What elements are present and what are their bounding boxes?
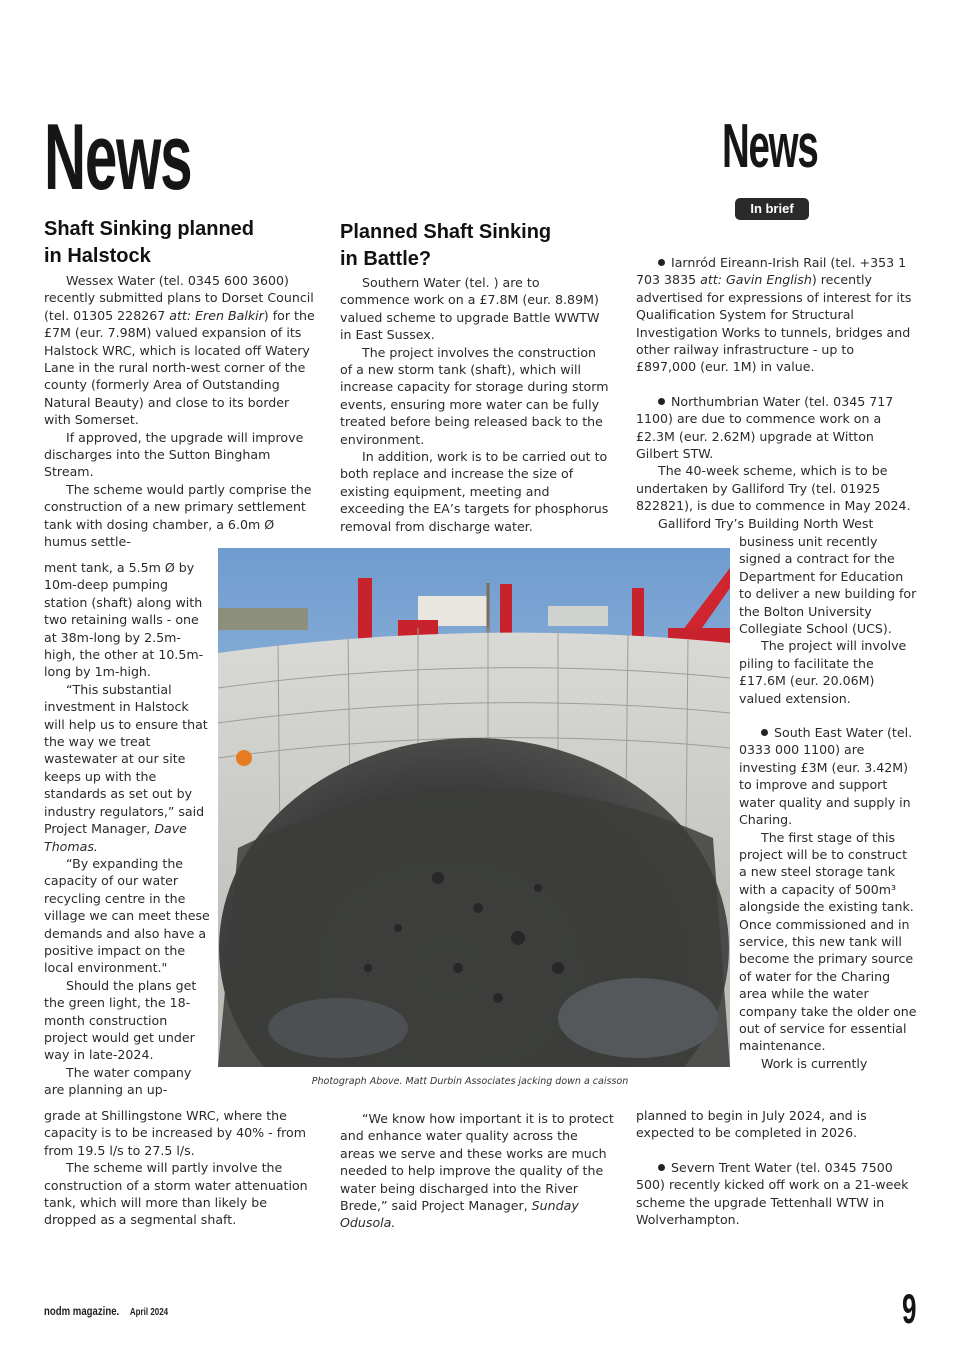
paragraph: The 40-week scheme, which is to be undertaken by Galliford Try (tel. 01925 822821), is due to commence in May 2024. [636, 463, 911, 514]
headline-line-1: Planned Shaft Sinking [340, 221, 552, 243]
article-halstock-body-narrow [44, 559, 212, 1099]
issue-date: April 2024 [129, 1307, 169, 1318]
contact-name: att: Eren Balkir [169, 307, 264, 323]
paragraph: Should the plans get the green light, the 18-month construction project would get under way in late-2024. [44, 977, 197, 1063]
in-brief-column-narrow [739, 533, 917, 1072]
bullet-icon [658, 398, 665, 405]
paragraph: ment tank, a 5.5m Ø by 10m-deep pumping station (shaft) along with two retaining walls - one at 38m-long by 2.5m-high, the other at 10.5m-long by 1m-high. [44, 560, 204, 680]
masthead-left: News [44, 104, 192, 209]
article-battle-body-top [340, 274, 612, 535]
headline-line-2: in Battle? [340, 248, 432, 270]
article-halstock-body-bottom [44, 1107, 318, 1229]
paragraph: The project will involve piling to facilitate the £17.6M (eur. 20.06M) valued extension. [739, 638, 907, 706]
paragraph: Iarnród Eireann-Irish Rail (tel. +353 1 703 3835 [636, 255, 907, 288]
paragraph: “We know how important it is to protect and enhance water quality across the areas we serve and these works are much needed to help improve the quality of the water being discharged into the River Brede,” said Project Manager, [340, 1111, 614, 1214]
paragraph: The first stage of this project will be to construct a new steel storage tank with a capacity of 500m³ alongside the existing tank. Once commissioned and in service, this new tank will become the primary source of water for the Charing area while the water company take the older one out of service for essential maintenance. [739, 829, 917, 1054]
in-brief-badge: In brief [735, 198, 809, 220]
brief-item-severn-trent [636, 1159, 916, 1229]
article-battle-body-bottom [340, 1110, 616, 1232]
contact-name: att: Gavin English [700, 272, 812, 288]
manager-name: Sunday Odusola. [340, 1198, 579, 1231]
paragraph: South East Water (tel. 0333 000 1100) are investing £3M (eur. 3.42M) to improve and support water quality and supply in Charing. [739, 725, 913, 828]
paragraph: The scheme will partly involve the construction of a storm water attenuation tank, which will more than likely be dropped as a segmental shaft. [44, 1160, 308, 1228]
paragraph: business unit recently signed a contract for the Department for Education to deliver a new building for the Bolton University Collegiate School (UCS). [739, 534, 917, 637]
publication-name: nodm magazine. [44, 1304, 120, 1318]
paragraph: ) recently advertised for expressions of interest for its Qualification System for Structural Investigation Works to tunnels, bridges and other railway infrastructure - up to £897,000 (eur. 1M) in value. [636, 272, 912, 375]
page-number: 9 [902, 1285, 917, 1332]
bullet-icon [658, 1164, 665, 1171]
paragraph: Severn Trent Water (tel. 0345 7500 500) recently kicked off work on a 21-week scheme the upgrade Tettenhall WTW in Wolverhampton. [636, 1159, 909, 1228]
headline-line-1: Shaft Sinking planned [44, 218, 255, 240]
paragraph: In addition, work is to be carried out to both replace and increase the size of existing equipment, meeting and exceeding the EA’s targets for phosphorus removal from discharge water. [340, 449, 609, 534]
caisson-photo [218, 548, 730, 1067]
paragraph: Northumbrian Water (tel. 0345 717 1100) are due to commence work on a £2.3M (eur. 2.62M) upgrade at Witton Gilbert STW. [636, 393, 894, 462]
footer-publication [44, 1304, 168, 1318]
brief-item-irish-rail [636, 254, 916, 376]
bullet-icon [658, 259, 665, 266]
brief-item-south-east [739, 724, 917, 828]
paragraph: The water company are planning an up- [44, 1064, 192, 1098]
in-brief-column-bottom [636, 1107, 916, 1228]
paragraph: Galliford Try’s Building North West [658, 515, 874, 531]
headline-line-2: in Halstock [44, 245, 151, 267]
paragraph: If approved, the upgrade will improve discharges into the Sutton Bingham Stream. [44, 429, 304, 480]
paragraph: ) for the £7M (eur. 7.98M) valued expansion of its Halstock WRC, which is located off Watery Lane in the rural north-west corner of the county (formerly Area of Outstanding Natural Beauty) and close to its border with Somerset. [44, 307, 315, 428]
article-battle-headline [340, 219, 612, 273]
brief-item-northumbrian [636, 393, 916, 463]
paragraph: grade at Shillingstone WRC, where the capacity is to be increased by 40% - from from 19.5 l/s to 27.5 l/s. [44, 1108, 307, 1158]
paragraph: The project involves the construction of a new storm tank (shaft), which will increase capacity for storage during storm events, ensuring more water can be fully treated before being released back to the environment. [340, 344, 609, 447]
masthead-right: News [722, 112, 818, 181]
bullet-icon [761, 729, 768, 736]
paragraph: Wessex Water (tel. 0345 600 3600) recently submitted plans to Dorset Council (tel. 01305 228267 [44, 273, 314, 323]
caisson-photo-illustration [218, 548, 730, 1067]
article-halstock-headline [44, 216, 314, 270]
photo-caption: Photograph Above. Matt Durbin Associates jacking down a caisson [311, 1076, 629, 1087]
article-halstock-body-top [44, 272, 318, 551]
paragraph: The scheme would partly comprise the construction of a new primary settlement tank with dosing chamber, a 6.0m Ø humus settle- [44, 481, 312, 550]
paragraph: planned to begin in July 2024, and is expected to be completed in 2026. [636, 1108, 867, 1141]
manager-name: Dave Thomas. [44, 821, 187, 854]
paragraph: Southern Water (tel. ) are to commence work on a £7.8M (eur. 8.89M) valued scheme to upgrade Battle WWTW in East Sussex. [340, 275, 600, 343]
in-brief-column-top [636, 254, 916, 532]
paragraph: Work is currently [761, 1055, 868, 1071]
paragraph: “This substantial investment in Halstock will help us to ensure that the way we treat wastewater at our site keeps up with the standards as set out by industry regulators,” said Project Manager, [44, 681, 208, 837]
paragraph: “By expanding the capacity of our water recycling centre in the village we can meet these demands and also have a positive impact on the local environment." [44, 855, 210, 976]
